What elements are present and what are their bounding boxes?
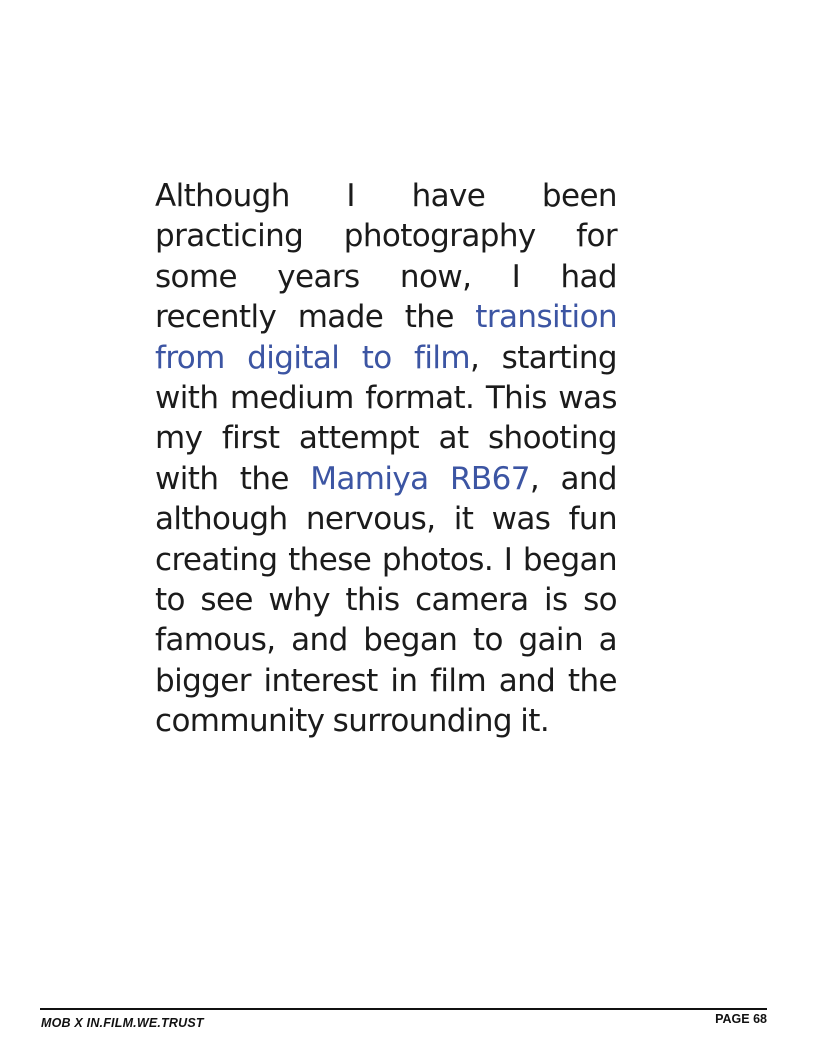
article-text-part-3: , and although nervous, it was fun creating these photos. I began to see why this camera is so famous, and began to gain a bigger interest in film and the community surrounding it. bbox=[155, 460, 618, 740]
footer-page-number: PAGE 68 bbox=[715, 1012, 767, 1026]
highlight-mamiya-rb67: Mamiya RB67 bbox=[310, 460, 530, 497]
article-text-part-2: , starting with medium format. This was my first attempt at shooting with the bbox=[155, 339, 617, 497]
article-text-part-1: Although I have been practicing photography for some years now, I had recently made the bbox=[155, 178, 617, 336]
footer-divider bbox=[40, 1008, 767, 1010]
footer-publication-name: MOB X IN.FILM.WE.TRUST bbox=[41, 1016, 204, 1030]
highlight-transition-from-digital-to-film: transition from digital to film bbox=[155, 299, 617, 376]
article-paragraph bbox=[155, 176, 617, 742]
